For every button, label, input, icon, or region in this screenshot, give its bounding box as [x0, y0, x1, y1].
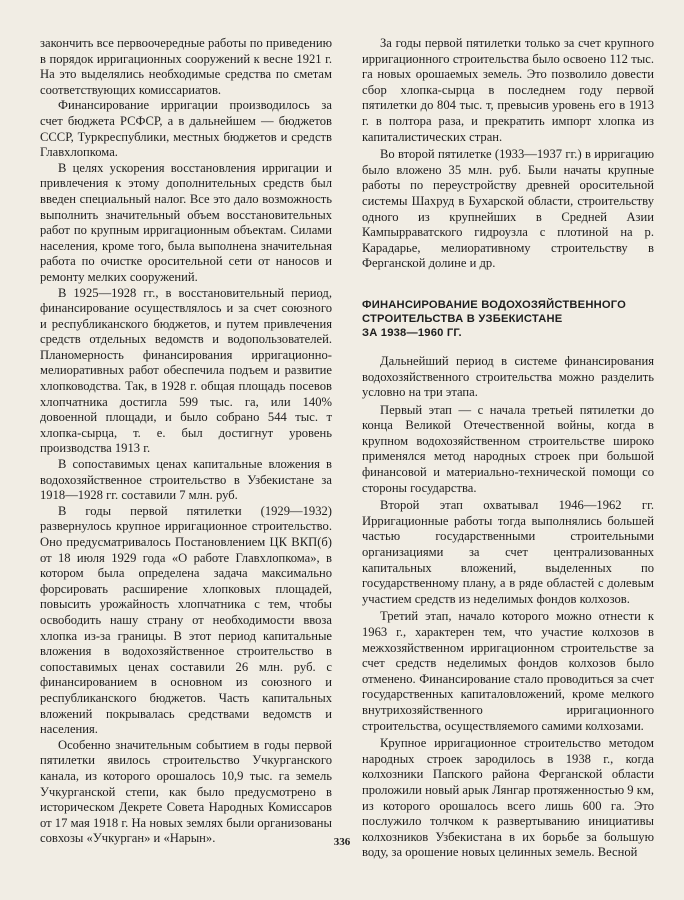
left-paragraph: В целях ускорения восстановления ирригации и привлечения к этому дополнительных средств был введен специальный налог. Все это дало возможность выполнить значительный объем восстановительных работ по крупным ирригационным объектам. Силами населения, кроме того, была выполнена значительная работа по очистке оросительной сети от наносов и ремонту мелких сооружений.	[40, 160, 332, 284]
right-paragraph: За годы первой пятилетки только за счет крупного ирригационного строительства было освоено 112 тыс. га новых орошаемых земель. Это позволило довести сбор хлопка-сырца в последнем году первой пятилетки до 804 тыс. т, превысив уровень его в 1913 г. в полтора раза, и прекратить импорт хлопка из капиталистических стран.	[362, 36, 654, 144]
page-number: 336	[333, 836, 351, 848]
section-heading-line: СТРОИТЕЛЬСТВА В УЗБЕКИСТАНЕ	[362, 312, 563, 325]
right-column	[362, 36, 654, 861]
section-heading-line: ЗА 1938—1960 ГГ.	[362, 326, 462, 339]
right-paragraph: Дальнейший период в системе финансирования водохозяйственного строительства можно разделить условно на три этапа.	[362, 353, 654, 400]
right-paragraph: Во второй пятилетке (1933—1937 гг.) в ирригацию было вложено 35 млн. руб. Были начаты крупные работы по переустройству древней оросительной системы Шахруд в Бухарской области, строительству одного из крупнейших в Средней Азии Кампырраватского гидроузла с плотиной на р. Карадарье, мелиоративному строительству в Ферганской долине и др.	[362, 147, 654, 271]
left-paragraph: В годы первой пятилетки (1929—1932) развернулось крупное ирригационное строительство. Оно предусматривалось Постановлением ЦК ВКП(б) от 18 июля 1929 года «О работе Главхлопкома», в котором была определена задача максимально форсировать расширение хлопковых площадей, повысить урожайность хлопчатника с тем, чтобы освободить нашу страну от необходимости ввоза хлопка из-за границы. В этот период капитальные вложения в водохозяйственное строительство в сопоставимых ценах составили 26 млн. руб. с финансированием в основном из союзного и республиканского бюджетов. Часть капитальных вложений покрывалась средствами ведомств и населения.	[40, 503, 332, 737]
left-paragraph: Особенно значительным событием в годы первой пятилетки явилось строительство Учкурганского канала, из которого орошалось 10,9 тыс. га земель Учкурганской степи, как было предусмотрено в историческом Декрете Совета Народных Комиссаров от 17 мая 1918 г. На новых землях были организованы совхозы «Учкурган» и «Нарын».	[40, 737, 332, 846]
section-heading	[362, 298, 654, 340]
right-paragraph: Первый этап — с начала третьей пятилетки до конца Великой Отечественной войны, когда в крупном водохозяйственном строительстве широко применялся метод народных строек при большой финансовой и материально-технической помощи со стороны государства.	[362, 402, 654, 495]
right-paragraph: Третий этап, начало которого можно отнести к 1963 г., характерен тем, что участие колхозов в межхозяйственном ирригационном строительстве за счет средств неделимых фондов колхозов было отменено. Финансирование стало проводиться за счет государственных капиталовложений, кроме мелкого внутрихозяйственного ирригационного строительства, осуществляемого самими колхозами.	[362, 609, 654, 733]
left-paragraph: В сопоставимых ценах капитальные вложения в водохозяйственное строительство в Узбекистане за 1918—1928 гг. составили 7 млн. руб.	[40, 457, 332, 503]
left-paragraph: В 1925—1928 гг., в восстановительный период, финансирование осуществлялось и за счет союзного и республиканского бюджетов, и путем привлечения средств отдельных ведомств и водопользователей. Планомерность финансирования ирригационно-мелиоративных работ обеспечила подъем и развитие хлопководства. Так, в 1928 г. общая площадь посевов хлопчатника достигла 599 тыс. га, или 140% довоенной площади, и было собрано 544 тыс. т хлопка-сырца, т. е. был достигнут уровень производства 1913 г.	[40, 285, 332, 456]
right-paragraph: Крупное ирригационное строительство методом народных строек зародилось в 1938 г., когда колхозники Папского района Ферганской области проложили новый арык Лянгар протяженностью 9 км, из которого орошалось всего лишь 600 га. Это послужило толчком к развертыванию инициативы колхозников Узбекистана в их борьбе за большую воду, за орошение новых целинных земель. Весной	[362, 736, 654, 860]
section-heading-line: ФИНАНСИРОВАНИЕ ВОДОХОЗЯЙСТВЕННОГО	[362, 298, 627, 311]
left-paragraph: закончить все первоочередные работы по приведению в порядок ирригационных сооружений к весне 1921 г. На это выделялись необходимые средства по сметам соответствующих комиссариатов.	[40, 36, 332, 97]
left-paragraph: Финансирование ирригации производилось за счет бюджета РСФСР, а в дальнейшем — бюджетов СССР, Туркреспублики, местных бюджетов и средств Главхлопкома.	[40, 98, 332, 160]
right-paragraph: Второй этап охватывал 1946—1962 гг. Ирригационные работы тогда выполнялись большей частью государственными строительными организациями за счет централизованных капитальных вложений, выделенных по государственному плану, а в ряде областей с долевым участием средств из неделимых фондов колхозов.	[362, 498, 654, 606]
text-columns	[40, 36, 654, 861]
left-column	[40, 36, 332, 861]
